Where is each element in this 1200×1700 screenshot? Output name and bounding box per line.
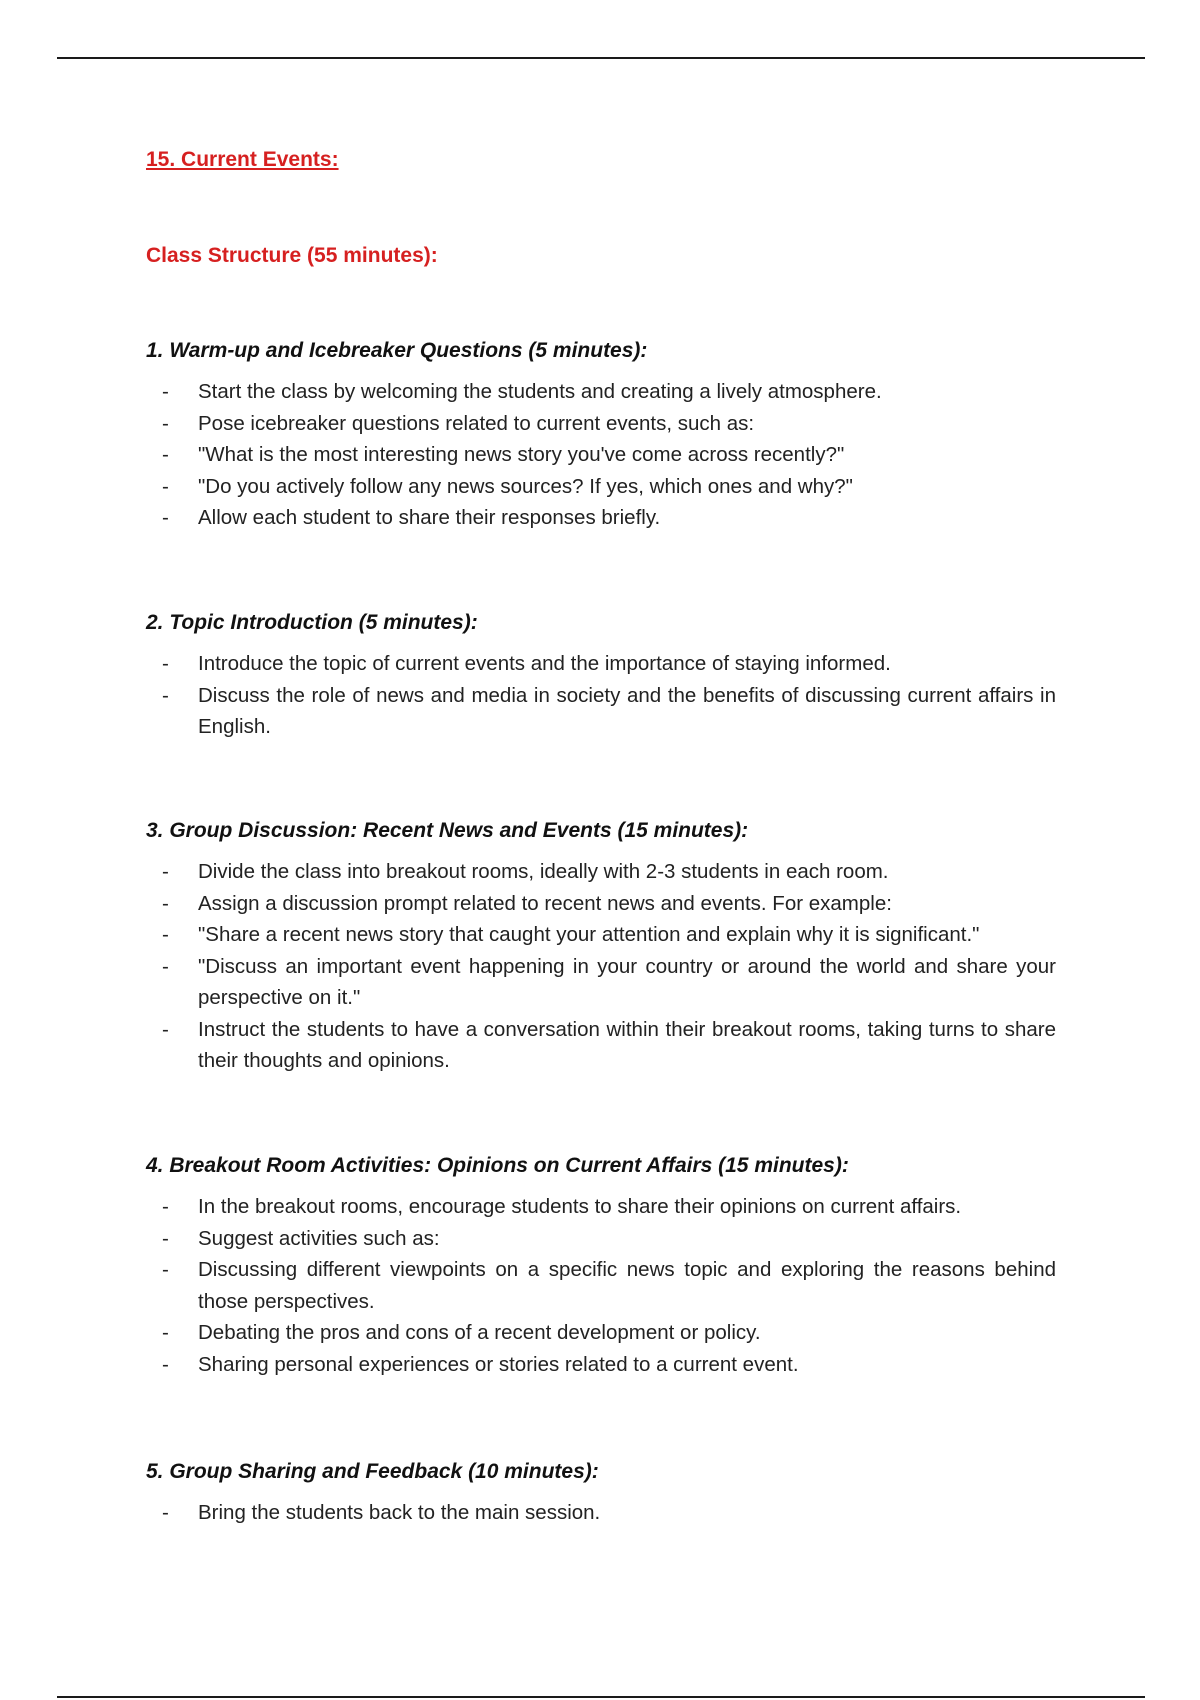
bullet-marker: -: [162, 923, 169, 946]
section-heading: 3. Group Discussion: Recent News and Events (15 minutes):: [146, 819, 749, 842]
bullet-list: [146, 376, 1056, 534]
list-item-text: Suggest activities such as:: [198, 1226, 440, 1250]
list-item: [146, 408, 1056, 440]
document-body: [146, 146, 1056, 1524]
list-item: [146, 856, 1056, 888]
section-group-sharing: [146, 1457, 1056, 1529]
bullet-marker: -: [162, 954, 169, 978]
list-item-text: Pose icebreaker questions related to current events, such as:: [198, 411, 755, 435]
section-heading: 4. Breakout Room Activities: Opinions on Current Affairs (15 minutes):: [146, 1154, 849, 1177]
list-item: [146, 1191, 1056, 1223]
bullet-marker: -: [162, 652, 169, 675]
top-rule: [57, 57, 1145, 59]
class-structure-heading: Class Structure (55 minutes):: [146, 244, 438, 267]
bullet-marker: -: [162, 1501, 169, 1524]
list-item: [146, 471, 1056, 503]
list-item: [146, 680, 1056, 743]
bullet-marker: -: [162, 1258, 169, 1281]
section-heading: 5. Group Sharing and Feedback (10 minutes):: [146, 1460, 599, 1483]
bullet-marker: -: [162, 1017, 169, 1041]
list-item-text: Allow each student to share their responses briefly.: [198, 506, 661, 529]
bullet-marker: -: [162, 411, 169, 435]
list-item-text: Assign a discussion prompt related to recent news and events. For example:: [198, 891, 892, 915]
bottom-rule: [57, 1696, 1145, 1698]
bullet-marker: -: [162, 891, 169, 915]
list-item-text: Bring the students back to the main session.: [198, 1501, 601, 1524]
list-item-text: Debating the pros and cons of a recent development or policy.: [198, 1321, 761, 1344]
list-item-text: Discussing different viewpoints on a specific news topic and exploring the reasons behind those perspectives.: [198, 1258, 1056, 1313]
list-item: [146, 1349, 1056, 1381]
list-item: [146, 1317, 1056, 1349]
bullet-marker: -: [162, 1195, 169, 1218]
list-item: [146, 1014, 1056, 1077]
section-heading: 1. Warm-up and Icebreaker Questions (5 minutes):: [146, 339, 648, 362]
list-item: [146, 1254, 1056, 1317]
list-item: [146, 648, 1056, 680]
list-item-text: Instruct the students to have a conversation within their breakout rooms, taking turns to share their thoughts and opinions.: [198, 1017, 1056, 1072]
list-item: [146, 888, 1056, 920]
bullet-marker: -: [162, 443, 169, 466]
list-item-text: "What is the most interesting news story you've come across recently?": [198, 443, 845, 466]
bullet-marker: -: [162, 380, 169, 403]
list-item: [146, 376, 1056, 408]
bullet-marker: -: [162, 506, 169, 529]
list-item-text: Start the class by welcoming the students and creating a lively atmosphere.: [198, 380, 882, 403]
section-topic-introduction: [146, 608, 1056, 743]
bullet-marker: -: [162, 474, 169, 498]
section-heading: 2. Topic Introduction (5 minutes):: [146, 611, 478, 634]
list-item-text: "Share a recent news story that caught your attention and explain why it is significant.": [198, 923, 980, 946]
bullet-marker: -: [162, 860, 169, 883]
section-group-discussion: [146, 816, 1056, 1077]
section-warm-up: [146, 336, 1056, 534]
list-item-text: In the breakout rooms, encourage students to share their opinions on current affairs.: [198, 1195, 962, 1218]
document-title: 15. Current Events:: [146, 148, 339, 171]
bullet-list: [146, 1191, 1056, 1380]
bullet-list: [146, 856, 1056, 1077]
list-item-text: Discuss the role of news and media in society and the benefits of discussing current affairs in English.: [198, 683, 1056, 738]
list-item: [146, 1223, 1056, 1255]
bullet-marker: -: [162, 1352, 169, 1376]
list-item-text: Divide the class into breakout rooms, ideally with 2-3 students in each room.: [198, 860, 889, 883]
list-item: [146, 502, 1056, 534]
list-item: [146, 919, 1056, 951]
list-item: [146, 439, 1056, 471]
list-item-text: "Do you actively follow any news sources? If yes, which ones and why?": [198, 474, 853, 498]
list-item-text: Sharing personal experiences or stories related to a current event.: [198, 1352, 799, 1376]
bullet-list: [146, 1497, 1056, 1529]
bullet-list: [146, 648, 1056, 743]
list-item: [146, 951, 1056, 1014]
bullet-marker: -: [162, 683, 169, 707]
bullet-marker: -: [162, 1226, 169, 1250]
list-item-text: Introduce the topic of current events and the importance of staying informed.: [198, 652, 891, 675]
bullet-marker: -: [162, 1321, 169, 1344]
section-breakout-activities: [146, 1151, 1056, 1380]
list-item: [146, 1497, 1056, 1529]
list-item-text: "Discuss an important event happening in your country or around the world and share your perspective on it.": [198, 954, 1056, 1009]
